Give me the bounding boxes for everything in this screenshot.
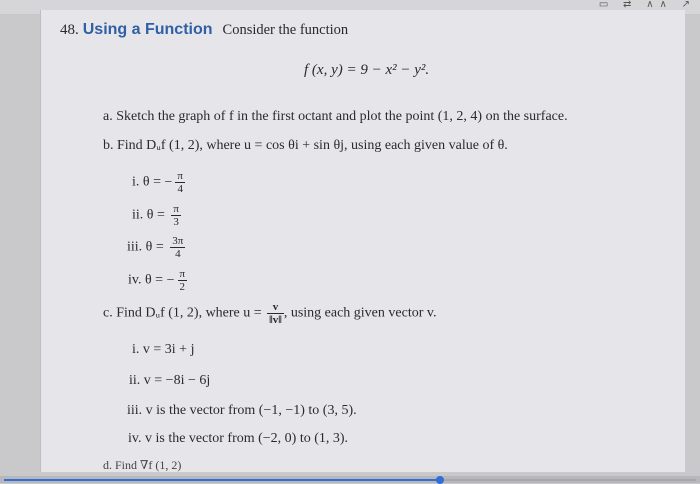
fraction-denominator: 4 bbox=[175, 248, 181, 260]
part-c-item: iv. v is the vector from (−2, 0) to (1, 3). bbox=[128, 431, 349, 446]
part-c-prefix: c. Find Dᵤf (1, 2), where u = bbox=[103, 305, 266, 321]
part-c-item: ii. v = −8i − 6j bbox=[129, 373, 211, 388]
part-b-item bbox=[127, 235, 185, 260]
item-label: ii. θ = bbox=[132, 207, 169, 223]
function-equation: f (x, y) = 9 − x² − y². bbox=[304, 62, 430, 78]
part-c-text bbox=[103, 301, 436, 326]
angle-fraction bbox=[178, 268, 188, 293]
progress-fill bbox=[4, 479, 440, 481]
part-c-item: iii. v is the vector from (−1, −1) to (3, 5). bbox=[127, 403, 357, 418]
toolbar-icons[interactable]: ▭ ⇄ ∧∧ ↗ bbox=[598, 0, 696, 10]
problem-title: Using a Function bbox=[82, 21, 213, 38]
part-a-text: a. Sketch the graph of f in the first octant and plot the point (1, 2, 4) on the surface. bbox=[103, 109, 568, 124]
fraction-denominator: ‖v‖ bbox=[269, 314, 282, 326]
part-b-text: b. Find Dᵤf (1, 2), where u = cos θi + sin θj, using each given value of θ. bbox=[103, 138, 508, 153]
angle-fraction bbox=[171, 203, 181, 228]
fraction-numerator: π bbox=[173, 203, 179, 215]
fraction-denominator: 2 bbox=[179, 281, 186, 293]
problem-header bbox=[60, 21, 348, 39]
fraction-numerator: π bbox=[179, 268, 186, 280]
part-c-item: i. v = 3i + j bbox=[132, 342, 195, 357]
item-sign: − bbox=[164, 174, 173, 190]
problem-intro: Consider the function bbox=[222, 22, 349, 38]
part-b-item bbox=[132, 203, 181, 228]
part-c-suffix: , using each given vector v. bbox=[283, 305, 437, 321]
part-b-item bbox=[128, 268, 187, 293]
item-label: i. θ = bbox=[132, 174, 165, 190]
document-page bbox=[40, 10, 685, 472]
item-label: iii. θ = bbox=[127, 239, 168, 255]
problem-number: 48. bbox=[60, 22, 79, 38]
unit-vector-fraction bbox=[267, 301, 284, 326]
angle-fraction bbox=[175, 170, 185, 195]
angle-fraction bbox=[170, 235, 185, 260]
fraction-numerator: π bbox=[177, 170, 183, 182]
fraction-numerator: v bbox=[267, 301, 284, 314]
part-b-item bbox=[132, 170, 185, 195]
part-d-text-clipped: d. Find ∇f (1, 2) bbox=[103, 458, 182, 472]
fraction-denominator: 3 bbox=[173, 216, 179, 228]
item-sign: − bbox=[166, 272, 175, 288]
scroll-progress-bar[interactable] bbox=[0, 476, 700, 483]
item-label: iv. θ = bbox=[128, 272, 167, 288]
fraction-numerator: 3π bbox=[172, 235, 184, 247]
fraction-denominator: 4 bbox=[177, 183, 183, 195]
